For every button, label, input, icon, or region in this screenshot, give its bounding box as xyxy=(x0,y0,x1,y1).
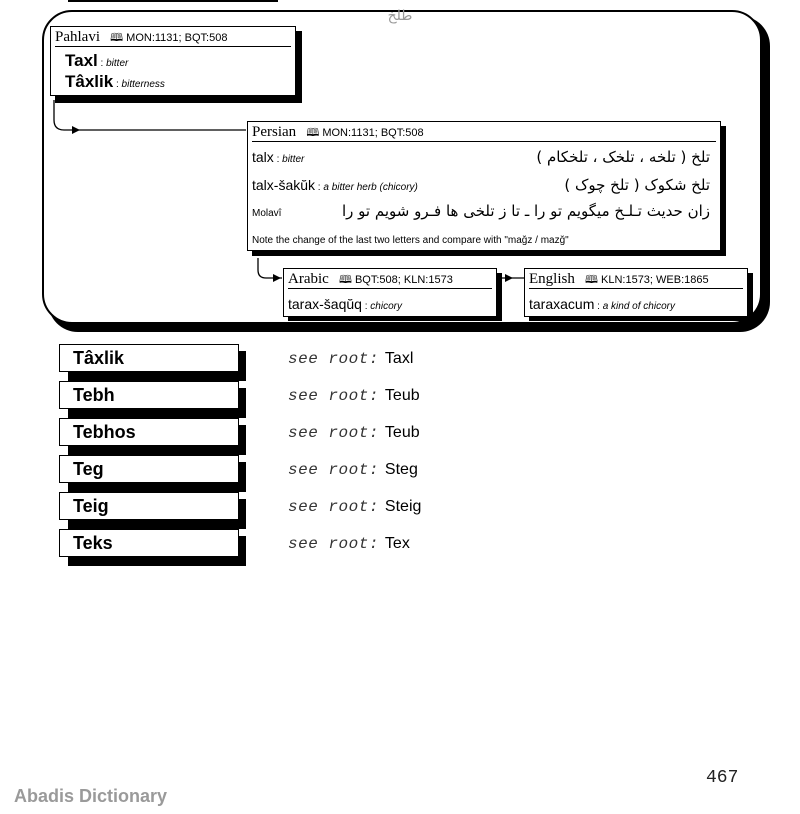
english-refs: KLN:1573; WEB:1865 xyxy=(601,274,709,286)
arrow-right-icon xyxy=(72,126,80,134)
root-term[interactable]: Tebh xyxy=(59,381,239,409)
root-term[interactable]: Teg xyxy=(59,455,239,483)
root-row xyxy=(59,344,559,381)
root-link[interactable]: Steg xyxy=(384,461,418,478)
divider xyxy=(55,46,291,47)
root-ref: see root: Teub xyxy=(288,424,420,442)
pahlavi-entries xyxy=(65,52,165,94)
root-link[interactable]: Steig xyxy=(384,498,422,515)
english-box xyxy=(524,268,748,317)
persian-entry: talx-šakŭk : a bitter herb (chicory) xyxy=(252,177,418,193)
divider xyxy=(288,288,492,289)
book-icon: 🕮 xyxy=(338,274,352,286)
arabic-lang: Arabic xyxy=(288,271,329,287)
root-term[interactable]: Tebhos xyxy=(59,418,239,446)
root-link[interactable]: Tex xyxy=(384,535,410,552)
arabic-entry: tarax-šaqŭq : chicory xyxy=(288,296,402,312)
root-row xyxy=(59,381,559,418)
arabic-box xyxy=(283,268,497,317)
pahlavi-header xyxy=(55,28,227,48)
watermark: Abadis Dictionary xyxy=(14,786,168,806)
root-row xyxy=(59,529,559,566)
arabic-refs: BQT:508; KLN:1573 xyxy=(354,274,453,286)
persian-entry-arabic: تلخ شکوک ( تلخ چوک ) xyxy=(564,176,710,194)
root-row xyxy=(59,418,559,455)
book-icon: 🕮 xyxy=(306,127,320,139)
pahlavi-refs: MON:1131; BQT:508 xyxy=(126,32,228,44)
persian-lang: Persian xyxy=(252,124,297,140)
english-entry: taraxacum : a kind of chicory xyxy=(529,296,675,312)
divider xyxy=(252,141,716,142)
root-row xyxy=(59,455,559,492)
pahlavi-box xyxy=(50,26,296,96)
arabic-header xyxy=(288,270,453,290)
pahlavi-entry: Tâxlik : bitterness xyxy=(65,72,165,91)
divider xyxy=(529,288,743,289)
root-term[interactable]: Teks xyxy=(59,529,239,557)
persian-note: Note the change of the last two letters and compare with "mağz / mazğ" xyxy=(252,235,569,246)
page-number: 467 xyxy=(706,768,739,788)
english-header xyxy=(529,270,709,290)
root-link[interactable]: Taxl xyxy=(384,350,414,367)
root-term[interactable]: Teig xyxy=(59,492,239,520)
book-icon: 🕮 xyxy=(110,32,124,44)
root-ref: see root: Teub xyxy=(288,387,420,405)
persian-header xyxy=(252,123,424,143)
root-link[interactable]: Teub xyxy=(384,387,420,404)
book-icon: 🕮 xyxy=(585,274,598,286)
persian-entry-arabic: تلخ ( تلخه ، تلخک ، تلخکام ) xyxy=(536,148,710,166)
english-lang: English xyxy=(529,271,575,287)
persian-entry: talx : bitter xyxy=(252,149,305,165)
persian-box xyxy=(247,121,721,251)
root-ref: see root: Steg xyxy=(288,461,418,479)
root-ref: see root: Taxl xyxy=(288,350,414,368)
root-term[interactable]: Tâxlik xyxy=(59,344,239,372)
persian-refs: MON:1131; BQT:508 xyxy=(322,127,424,139)
root-list xyxy=(59,344,559,566)
arrow-right-icon xyxy=(505,274,513,282)
root-ref: see root: Steig xyxy=(288,498,422,516)
pahlavi-entry: Taxl : bitter xyxy=(65,51,129,70)
poet-name: Molavî xyxy=(252,208,282,219)
page-title-arabic: طلخ xyxy=(387,8,413,24)
root-row xyxy=(59,492,559,529)
pahlavi-lang: Pahlavi xyxy=(55,29,100,45)
root-ref: see root: Tex xyxy=(288,535,410,553)
poem-verse: زان حدیث تـلـخ میگویم تو را ـ تا ز تلخی ها فـرو شویم تو را xyxy=(341,202,710,220)
root-link[interactable]: Teub xyxy=(384,424,420,441)
arrow-right-icon xyxy=(273,274,281,282)
